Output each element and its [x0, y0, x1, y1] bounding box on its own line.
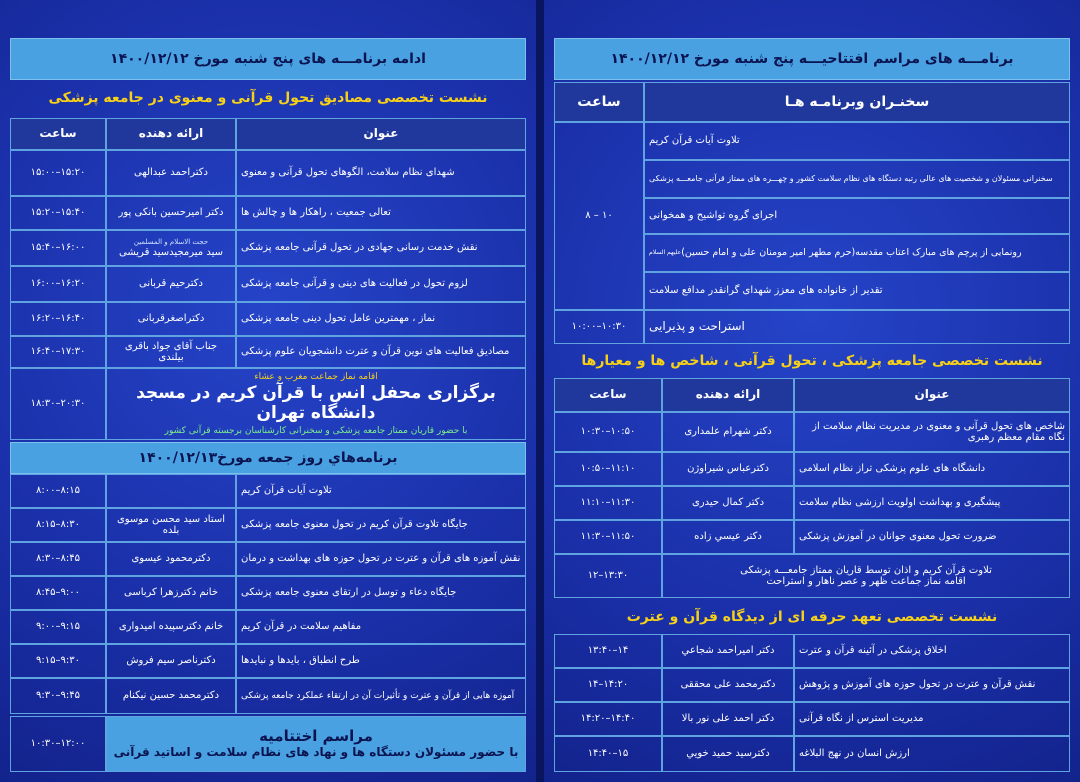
row-presenter: دکتر امیرحسین بانکی پور [106, 196, 236, 230]
left-program-table [10, 38, 526, 772]
row-time: ۸:۴۵–۹:۰۰ [10, 576, 106, 610]
friday-header: برنامه‌هاي روز جمعه مورخ۱۴۰۰/۱۲/۱۳ [10, 442, 526, 474]
right-program-table [554, 38, 1070, 772]
row-title: تلاوت آیات قرآن کریم [236, 474, 526, 508]
row-presenter: دکتر امیراحمد شجاعي [662, 634, 794, 668]
prayer-line2: اقامه نماز جماعت ظهر و عصر ناهار و استراحت [766, 576, 966, 587]
row-time: ۱۰:۳۰–۱۰:۵۰ [554, 412, 662, 452]
row-title: تعالی جمعیت ، راهکار ها و چالش ها [236, 196, 526, 230]
table-row [10, 508, 526, 542]
right-page [544, 0, 1080, 782]
row-time: ۸:۱۵–۸:۳۰ [10, 508, 106, 542]
table-row [10, 336, 526, 368]
row-time: ۸:۳۰–۸:۴۵ [10, 542, 106, 576]
row-title: ضرورت تحول معنوی جوانان در آموزش پزشکی [794, 520, 1070, 554]
row-time: ۹:۰۰–۹:۱۵ [10, 610, 106, 644]
row-title: مصادیق فعالیت های نوین قرآن و عترت دانشجویان علوم پزشکی [236, 336, 526, 368]
session2-title: نشست تخصصی تعهد حرفه ای از دیدگاه قرآن و عترت [626, 608, 998, 625]
row-title: ارزش انسان در نهج البلاغه [794, 736, 1070, 772]
table-row [554, 412, 1070, 452]
row-time: ۱۵:۴۰–۱۶:۰۰ [10, 230, 106, 266]
table-row [554, 634, 1070, 668]
row-title: نقش آموزه های قرآن و عترت در تحول حوزه های بهداشت و درمان [236, 542, 526, 576]
row-time: ۱۴–۱۴:۲۰ [554, 668, 662, 702]
row-title-cell [644, 234, 1070, 272]
row-presenter: دکتراصغرقربانی [106, 302, 236, 336]
row-presenter: دکتر کمال حیدری [662, 486, 794, 520]
row-title: جایگاه تلاوت قرآن کریم در تحول معنوی جامعه پزشکی [236, 508, 526, 542]
table-row [10, 230, 526, 266]
closing-time: ۱۰:۳۰–۱۲:۰۰ [10, 716, 106, 772]
row-title: سخنرانی مسئولان و شخصیت های عالی رتبه دستگاه های نظام سلامت کشور و چهـــره های ممتاز قرآنی جامعـــه پزشکی [644, 160, 1070, 198]
banner-line1: اقامه نماز جماعت مغرب و عشاء [254, 372, 378, 383]
row-title: نقش خدمت رسانی جهادی در تحول قرآنی جامعه پزشکی [236, 230, 526, 266]
row-title: رونمایی از پرچم های مبارک اعتاب مقدسه(حرم مطهر امیر مومنان علی و امام حسین) [681, 246, 1022, 258]
row-title: دانشگاه های علوم پزشکی تراز نظام اسلامی [794, 452, 1070, 486]
page-divider [536, 0, 544, 782]
row-time: ۱۳:۴۰–۱۴ [554, 634, 662, 668]
row-title: نماز ، مهمترین عامل تحول دینی جامعه پزشکی [236, 302, 526, 336]
row-presenter: دکترناصر سیم فروش [106, 644, 236, 678]
row-title: اخلاق پزشکی در آئینه قرآن و عترت [794, 634, 1070, 668]
row-title: مدیریت استرس از نگاه قرآنی [794, 702, 1070, 736]
row-presenter: دکترمحمد حسین نیکنام [106, 678, 236, 714]
table-row [554, 452, 1070, 486]
row-time: ۱۶:۰۰–۱۶:۲۰ [10, 266, 106, 302]
row-presenter: دکتراحمد عبدالهی [106, 150, 236, 196]
table-row [644, 198, 1070, 234]
break-time: ۱۰:۰۰–۱۰:۳۰ [554, 310, 644, 344]
table-row [644, 160, 1070, 198]
row-presenter: دکتر عیسي زاده [662, 520, 794, 554]
row-time: ۹:۳۰–۹:۴۵ [10, 678, 106, 714]
table-row [10, 302, 526, 336]
left-col-presenter: ارائه دهنده [106, 118, 236, 150]
right-col-time: ساعت [554, 82, 644, 122]
presenter-honorific: حجت الاسلام و المسلمین [133, 237, 209, 246]
prayer-row [554, 554, 1070, 598]
s1-col-title: عنوان [794, 378, 1070, 412]
table-row [554, 486, 1070, 520]
row-title: پیشگیری و بهداشت اولویت ارزشی نظام سلامت [794, 486, 1070, 520]
table-row [10, 644, 526, 678]
row-presenter: جناب آقای جواد باقری بیلندی [106, 336, 236, 368]
row-time: ۱۱:۳۰–۱۱:۵۰ [554, 520, 662, 554]
s1-col-time: ساعت [554, 378, 662, 412]
mosque-event-banner [106, 368, 526, 440]
table-row [10, 150, 526, 196]
left-col-title: عنوان [236, 118, 526, 150]
table-row [10, 196, 526, 230]
table-row [554, 702, 1070, 736]
row-time: ۱۶:۲۰–۱۶:۴۰ [10, 302, 106, 336]
row-presenter-cell [106, 230, 236, 266]
row-time: ۱۴:۲۰–۱۴:۴۰ [554, 702, 662, 736]
row-time: ۱۴:۴۰–۱۵ [554, 736, 662, 772]
row-presenter: خانم دکترزهرا کرباسی [106, 576, 236, 610]
honorific-note: علیهم السلام [649, 248, 682, 256]
row-presenter: دکترعباس شیراوژن [662, 452, 794, 486]
prayer-line1: تلاوت قرآن کریم و اذان توسط قاریان ممتاز جامعـــه پزشکی [740, 564, 992, 576]
closing-row [10, 716, 526, 772]
opening-time: ۸ – ۱۰ [554, 122, 644, 310]
row-title: اجرای گروه تواشیح و همخوانی [644, 198, 1070, 234]
prayer-time: ۱۲–۱۳:۳۰ [554, 554, 662, 598]
row-title: جایگاه دعاء و توسل در ارتقای معنوی جامعه پزشکی [236, 576, 526, 610]
row-title: نقش قرآن و عترت در تحول حوزه های آموزش و پژوهش [794, 668, 1070, 702]
table-row [554, 736, 1070, 772]
row-time: ۸:۰۰–۸:۱۵ [10, 474, 106, 508]
left-header: ادامه برنامـــه های پنج شنبه مورخ ۱۴۰۰/۱۲/۱۲ [10, 38, 526, 80]
table-row [10, 576, 526, 610]
row-time: ۱۵:۰۰–۱۵:۲۰ [10, 150, 106, 196]
row-presenter [106, 474, 236, 508]
break-row [554, 310, 1070, 344]
row-presenter: خانم دکترسپیده امیدواری [106, 610, 236, 644]
table-row [554, 520, 1070, 554]
banner-line3: با حضور قاریان ممتاز جامعه پزشکی و سخنرانی کارشناسان برجسته قرآنی کشور [164, 425, 468, 436]
right-header: برنامـــه های مراسم افتتاحیـــه پنج شنبه مورخ ۱۴۰۰/۱۲/۱۲ [554, 38, 1070, 80]
left-col-time: ساعت [10, 118, 106, 150]
closing-subtitle: با حضور مسئولان دستگاه ها و نهاد های نظام سلامت و اساتید قرآنی [113, 744, 519, 759]
banner-line2: برگزاری محفل انس با قرآن کریم در مسجد دانشگاه تهران [136, 383, 496, 423]
row-title: شاخص های تحول قرآنی و معنوی در مدیریت نظام سلامت از نگاه مقام معظم رهبری [794, 412, 1070, 452]
table-row [644, 234, 1070, 272]
row-title: مفاهیم سلامت در قرآن کریم [236, 610, 526, 644]
table-row [644, 272, 1070, 310]
row-time: ۹:۱۵–۹:۳۰ [10, 644, 106, 678]
row-time: ۱۰:۵۰–۱۱:۱۰ [554, 452, 662, 486]
table-row [644, 122, 1070, 160]
row-presenter: سید میرمجیدسید قریشی [119, 246, 223, 258]
row-presenter: دکتر شهرام علمداری [662, 412, 794, 452]
table-row [10, 266, 526, 302]
table-row [10, 542, 526, 576]
right-col-title: سخنـران وبرنامـه هـا [644, 82, 1070, 122]
s1-col-presenter: ارائه دهنده [662, 378, 794, 412]
closing-ceremony [106, 716, 526, 772]
session1-title: نشست تخصصی جامعه پزشکی ، تحول قرآنی ، شاخص ها و معیارها [581, 352, 1043, 369]
row-title: تقدیر از خانواده های معزز شهدای گرانقدر مدافع سلامت [644, 272, 1070, 310]
row-time: ۱۱:۱۰–۱۱:۳۰ [554, 486, 662, 520]
row-title: شهدای نظام سلامت، الگوهای تحول قرآنی و معنوی [236, 150, 526, 196]
row-title: طرح انطباق ، بایدها و نبایدها [236, 644, 526, 678]
row-presenter: استاد سید محسن موسوی بلده [106, 508, 236, 542]
row-presenter: دکترسید حمید خويي [662, 736, 794, 772]
row-time: ۱۶:۴۰–۱۷:۳۰ [10, 336, 106, 368]
left-session-title: نشست تخصصی مصادیق تحول قرآنی و معنوی در جامعه پزشکی [48, 89, 488, 106]
mosque-event-row [10, 368, 526, 440]
closing-title: مراسم اختتامیه [259, 727, 373, 746]
row-presenter: دکترحیم قربانی [106, 266, 236, 302]
table-row [554, 668, 1070, 702]
break-title: استراحت و پذیرایی [644, 310, 1070, 344]
table-row [10, 610, 526, 644]
left-page [0, 0, 536, 782]
row-time: ۱۵:۲۰–۱۵:۴۰ [10, 196, 106, 230]
banner-time: ۱۸:۳۰–۲۰:۳۰ [10, 368, 106, 440]
table-row [10, 678, 526, 714]
row-presenter: دکتر احمد علی نور بالا [662, 702, 794, 736]
row-title: آموزه هایی از قرآن و عترت و تأثیرات آن در ارتقاء عملکرد جامعه پزشکی [236, 678, 526, 714]
row-presenter: دکترمحمود عیسوی [106, 542, 236, 576]
table-row [10, 474, 526, 508]
prayer-cell [662, 554, 1070, 598]
row-title: تلاوت آیات قرآن کریم [644, 122, 1070, 160]
row-title: لزوم تحول در فعالیت های دینی و قرآنی جامعه پزشکی [236, 266, 526, 302]
row-presenter: دکترمحمد علی محققی [662, 668, 794, 702]
